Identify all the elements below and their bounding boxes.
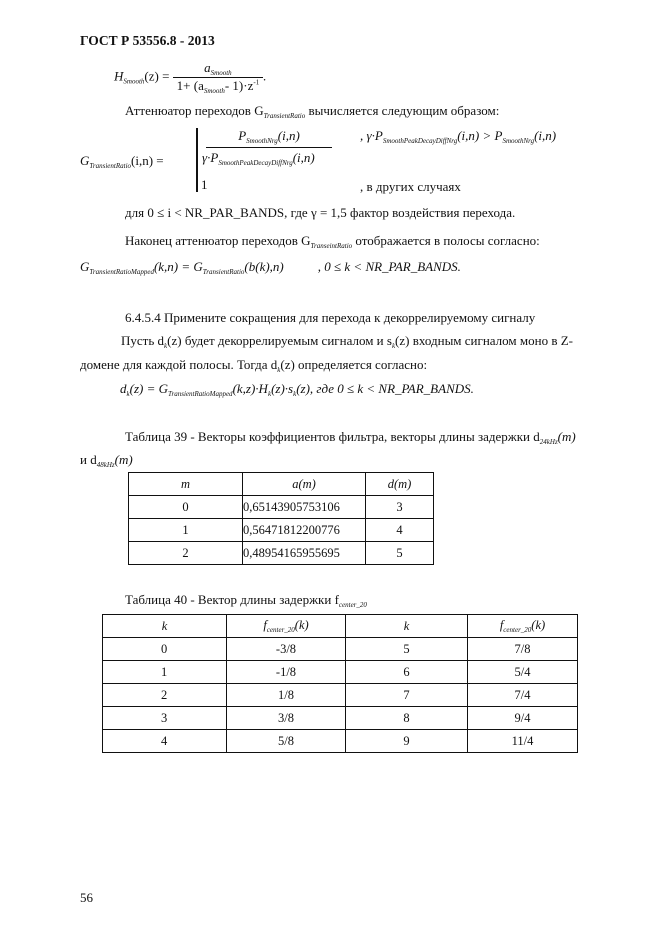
paragraph-range: для 0 ≤ i < NR_PAR_BANDS, где γ = 1,5 фактор воздействия перехода.	[125, 205, 516, 220]
table-header-row: k $f_{center\_20}(k)$ k $f_{center\_20}(k)$	[103, 615, 578, 638]
formula-h-smooth: $H_{Smooth}(z)$ = $\frac{a_{Smooth}}{1+ (a_{Smooth}- 1)\cdot z^{-1}}$ .	[114, 60, 267, 95]
table-row: 1 0,56471812200776 4	[129, 519, 434, 542]
table-row: 1 -1/8 6 5/4	[103, 661, 578, 684]
table-row: 4 5/8 9 11/4	[103, 730, 578, 753]
document-header: ГОСТ Р 53556.8 - 2013	[80, 33, 215, 48]
table39-caption-line2: и $d_{48kHz}(m)$	[80, 452, 133, 469]
table-39	[128, 472, 434, 565]
table-row: 0 0,65143905753106 3	[129, 496, 434, 519]
table-row: 2 0,48954165955695 5	[129, 542, 434, 565]
table-row: 2 1/8 7 7/4	[103, 684, 578, 707]
page-number: 56	[80, 890, 93, 905]
table-row: 0 -3/8 5 7/8	[103, 638, 578, 661]
paragraph-let-1: Пусть $d_k(z)$ будет декоррелируемым сигналом и $s_k(z)$ входным сигналом моно в Z-	[121, 333, 573, 350]
section-heading: 6.4.5.4 Примените сокращения для перехода к декоррелируемому сигналу	[125, 310, 536, 325]
table-40	[102, 614, 578, 753]
formula-d: $d_k(z) = G_{TransientRatioMapped}(k,z)\cdot H_k(z)\cdot s_k(z)$, где 0 ≤ k < NR_PAR_BANDS.	[120, 381, 474, 398]
formula-mapped: $G_{TransientRatioMapped}(k,n) = G_{TransientRatio}(b(k),n)$ , 0 ≤ k < NR_PAR_BANDS.	[80, 259, 461, 276]
paragraph-attenuator: Аттенюатор переходов $G_{TransientRatio}$ вычисляется следующим образом:	[125, 103, 500, 120]
table-row: 3 3/8 8 9/4	[103, 707, 578, 730]
paragraph-finally: Наконец аттенюатор переходов $G_{TranseintRatio}$ отображается в полосы согласно:	[125, 233, 540, 250]
table-header-row: m a(m) d(m)	[129, 473, 434, 496]
table39-caption-line1: Таблица 39 - Векторы коэффициентов фильтра, векторы длины задержки $d_{24kHz}(m)$	[125, 429, 576, 446]
paragraph-let-2: домене для каждой полосы. Тогда $d_k(z)$ определяется согласно:	[80, 357, 428, 374]
table40-caption: Таблица 40 - Вектор длины задержки $f_{center\_20}$	[125, 592, 367, 609]
